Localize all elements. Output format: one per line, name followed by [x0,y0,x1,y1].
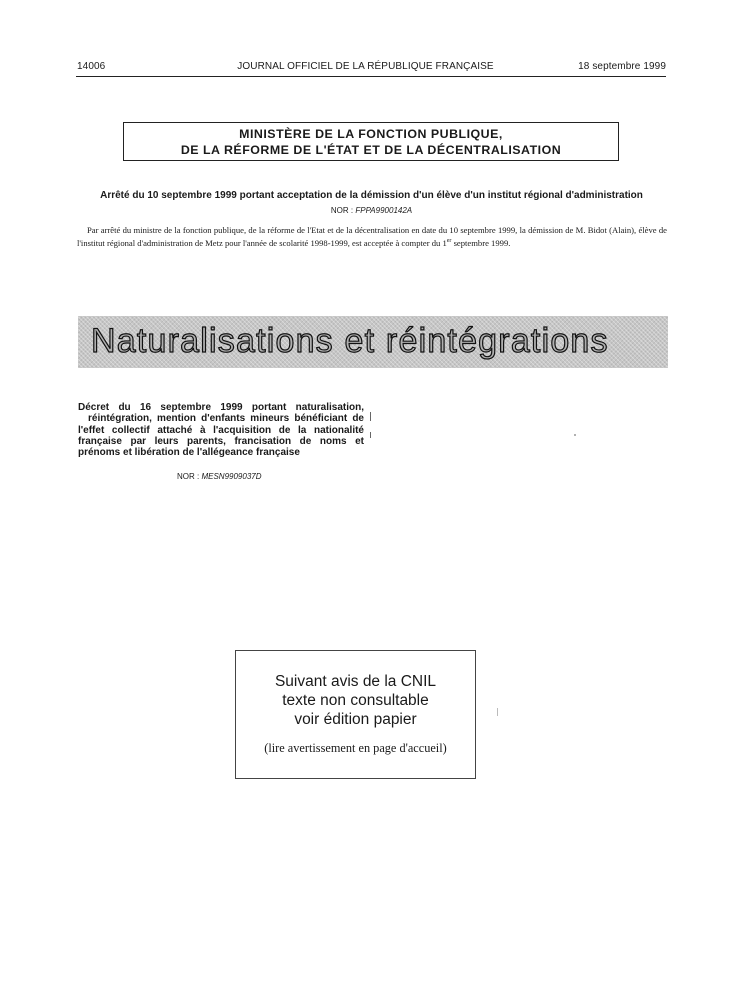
cnil-notice-line-2: texte non consultable [282,692,429,709]
decret-title-first-line: Décret du 16 septembre 1999 portant naturalisation, [78,402,364,413]
ministry-heading [123,122,619,161]
cnil-notice-line-3: voir édition papier [294,711,417,728]
arrete-body [77,225,667,249]
ministry-line-2: DE LA RÉFORME DE L'ÉTAT ET DE LA DÉCENTRALISATION [180,143,562,157]
arrete-body-end: septembre 1999. [451,237,511,248]
ministry-line-1: MINISTÈRE DE LA FONCTION PUBLIQUE, [239,127,503,141]
page-number: 14006 [77,61,106,72]
issue-date: 18 septembre 1999 [578,61,666,72]
section-banner [78,316,668,368]
scan-mark [497,708,498,716]
section-banner-title: Naturalisations et réintégrations [91,322,609,360]
column-margin-mark [370,432,371,438]
cnil-notice-line-1: Suivant avis de la CNIL [274,673,437,690]
arrete-nor [0,206,731,215]
nor-label: NOR : [177,472,200,481]
cnil-notice-note: (lire avertissement en page d'accueil) [264,741,447,755]
cnil-notice-box [235,650,476,779]
decret-nor [177,472,262,481]
arrete-title: Arrêté du 10 septembre 1999 portant acceptation de la démission d'un élève d'un institut régional d'administration [100,190,643,201]
nor-code: MESN9909037D [201,472,262,481]
nor-code: FPPA9900142A [355,206,413,215]
scan-speck [574,434,576,436]
column-margin-mark [370,412,371,421]
arrete-body-superscript: er [446,238,452,244]
decret-title [78,402,364,458]
arrete-body-text: Par arrêté du ministre de la fonction publique, de la réforme de l'Etat et de la décentralisation en date du 10 septembre 1999, la démission de M. Bidot (Alain), élève de l'institut régional d'administration de Metz pour l'année de scolarité 1998-1999, est acceptée à compter du 1 [77,225,667,248]
journal-title: JOURNAL OFFICIEL DE LA RÉPUBLIQUE FRANÇAISE [237,61,494,72]
nor-label: NOR : [330,206,354,215]
header-rule [76,76,666,77]
decret-title-rest: réintégration, mention d'enfants mineurs bénéficiant de l'effet collectif attaché à l'acquisition de la nationalité française par leurs parents, francisation de noms et prénoms et libération de l'allégeance française [78,413,364,459]
